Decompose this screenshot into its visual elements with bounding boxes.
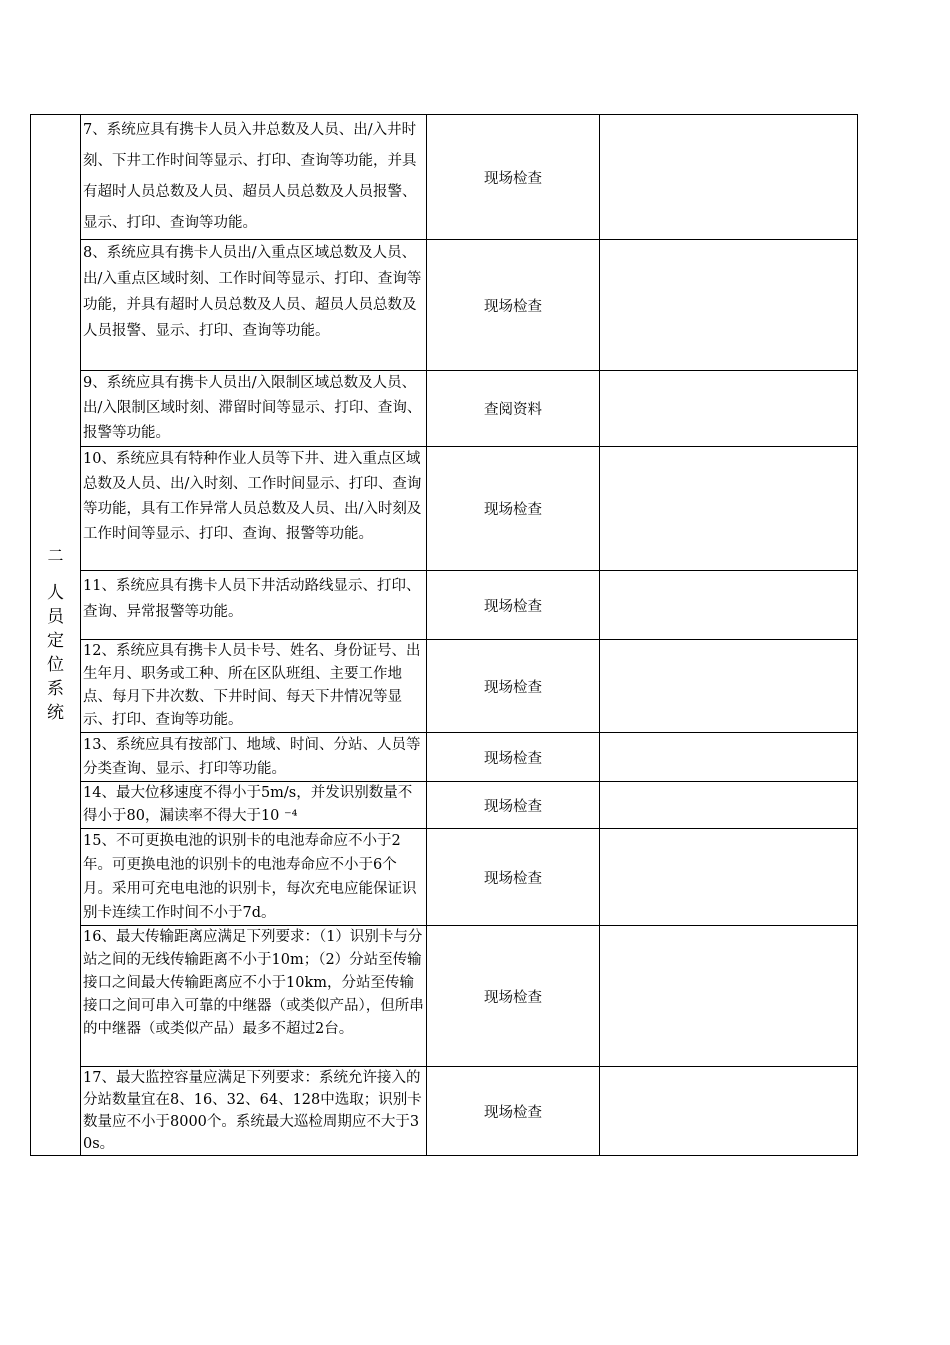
- requirement-text: 16、最大传输距离应满足下列要求：（1）识别卡与分站之间的无线传输距离不小于10m；（2）分站至传输接口之间最大传输距离应不小于10km，分站至传输接口之间可串入可靠的中继器（或类似产品），但所串的中继器（或类似产品）最多不超过2台。: [83, 929, 424, 1037]
- result-cell[interactable]: [600, 640, 858, 733]
- table-row: [31, 640, 858, 733]
- requirement-cell: [81, 371, 427, 447]
- requirement-cell: [81, 1067, 427, 1156]
- section-number: 二: [47, 546, 64, 565]
- table-row: [31, 115, 858, 240]
- method-cell: 现场检查: [427, 829, 600, 926]
- result-cell[interactable]: [600, 829, 858, 926]
- result-cell[interactable]: [600, 240, 858, 371]
- requirement-text: 7、系统应具有携卡人员入井总数及人员、出/入井时刻、下井工作时间等显示、打印、查询等功能，并具有超时人员总数及人员、超员人员总数及人员报警、显示、打印、查询等功能。: [83, 122, 417, 231]
- table-row: [31, 1067, 858, 1156]
- requirement-cell: [81, 115, 427, 240]
- result-cell[interactable]: [600, 371, 858, 447]
- requirement-text: 13、系统应具有按部门、地域、时间、分站、人员等分类查询、显示、打印等功能。: [83, 737, 421, 777]
- result-cell[interactable]: [600, 733, 858, 782]
- method-cell: 现场检查: [427, 640, 600, 733]
- requirement-text: 12、系统应具有携卡人员卡号、姓名、身份证号、出生年月、职务或工种、所在区队班组、主要工作地点、每月下井次数、下井时间、每天下井情况等显示、打印、查询等功能。: [83, 643, 421, 728]
- requirement-text: 8、系统应具有携卡人员出/入重点区域总数及人员、出/入重点区域时刻、工作时间等显示、打印、查询等功能，并具有超时人员总数及人员、超员人员总数及人员报警、显示、打印、查询等功能。: [83, 245, 422, 339]
- requirement-cell: [81, 829, 427, 926]
- table-row: [31, 240, 858, 371]
- requirement-text: 17、最大监控容量应满足下列要求：系统允许接入的分站数量宜在8、16、32、64、128中选取；识别卡数量应不小于8000个。系统最大巡检周期应不大于30s。: [83, 1070, 422, 1152]
- method-cell: 现场检查: [427, 926, 600, 1067]
- result-cell[interactable]: [600, 447, 858, 571]
- requirement-text: 9、系统应具有携卡人员出/入限制区域总数及人员、出/入限制区域时刻、滞留时间等显示、打印、查询、报警等功能。: [83, 375, 422, 441]
- table-row: [31, 829, 858, 926]
- inspection-table: [30, 114, 858, 1156]
- method-cell: 现场检查: [427, 733, 600, 782]
- result-cell[interactable]: [600, 926, 858, 1067]
- requirement-cell: [81, 782, 427, 829]
- requirement-cell: [81, 571, 427, 640]
- table-row: [31, 371, 858, 447]
- result-cell[interactable]: [600, 782, 858, 829]
- table-row: [31, 733, 858, 782]
- requirement-cell: [81, 240, 427, 371]
- table-row: [31, 447, 858, 571]
- requirement-cell: [81, 447, 427, 571]
- requirement-text: 10、系统应具有特种作业人员等下井、进入重点区域总数及人员、出/入时刻、工作时间显示、打印、查询等功能，具有工作异常人员总数及人员、出/入时刻及工作时间等显示、打印、查询、报警等功能。: [83, 451, 422, 542]
- requirement-cell: [81, 733, 427, 782]
- table-row: [31, 926, 858, 1067]
- result-cell[interactable]: [600, 115, 858, 240]
- method-cell: 现场检查: [427, 115, 600, 240]
- requirement-text: 11、系统应具有携卡人员下井活动路线显示、打印、查询、异常报警等功能。: [83, 578, 421, 620]
- method-cell: 查阅资料: [427, 371, 600, 447]
- method-cell: 现场检查: [427, 1067, 600, 1156]
- requirement-cell: [81, 640, 427, 733]
- method-cell: 现场检查: [427, 447, 600, 571]
- table-row: [31, 571, 858, 640]
- result-cell[interactable]: [600, 571, 858, 640]
- method-cell: 现场检查: [427, 571, 600, 640]
- method-cell: 现场检查: [427, 240, 600, 371]
- requirement-cell: [81, 926, 427, 1067]
- requirement-text: 15、不可更换电池的识别卡的电池寿命应不小于2年。可更换电池的识别卡的电池寿命应不小于6个月。采用可充电电池的识别卡，每次充电应能保证识别卡连续工作时间不小于7d。: [83, 833, 417, 921]
- section-cell: [31, 115, 81, 1156]
- method-cell: 现场检查: [427, 782, 600, 829]
- table-row: [31, 782, 858, 829]
- result-cell[interactable]: [600, 1067, 858, 1156]
- requirement-text: 14、最大位移速度不得小于5m/s，并发识别数量不得小于80，漏读率不得大于10 ⁻⁴: [83, 785, 413, 824]
- section-title: 人员定位系统: [47, 583, 64, 723]
